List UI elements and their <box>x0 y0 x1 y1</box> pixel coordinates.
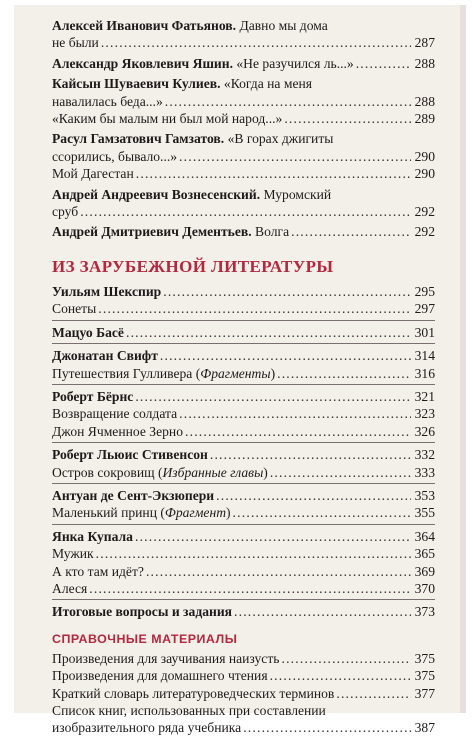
dot-leader <box>101 34 411 51</box>
work-title: Маленький принц (Фрагмент) <box>52 505 231 521</box>
dot-leader <box>216 487 411 504</box>
work-title: Мужик <box>52 546 94 562</box>
work-title: Алеся <box>52 580 88 596</box>
toc-entry-dementyev <box>52 223 435 240</box>
page-number: 301 <box>414 324 435 340</box>
work-title: Давно мы дома <box>236 18 328 33</box>
author-name: Джонатан Свифт <box>52 348 158 364</box>
dot-leader <box>160 347 411 364</box>
page-number: 323 <box>414 406 435 422</box>
dot-leader <box>135 528 411 545</box>
work-title: «Когда на меня <box>220 76 313 92</box>
work-title-cont: ссорились, бывало...» <box>52 148 178 164</box>
toc-list-reference <box>52 650 435 737</box>
dot-leader <box>233 504 411 521</box>
reference-title: Произведения для домашнего чтения <box>52 668 268 684</box>
author-name: Расул Гамзатович Гамзатов. <box>52 131 225 147</box>
page-number: 370 <box>414 580 435 596</box>
page-number: 288 <box>414 93 435 109</box>
work-title-cont: навалилась беда...» <box>52 93 163 109</box>
toc-entry-yashin <box>52 55 435 72</box>
dot-leader <box>270 464 411 481</box>
page-number: 387 <box>414 720 435 736</box>
divider <box>52 384 435 385</box>
work-title: Мой Дагестан <box>52 166 134 182</box>
work-title: Путешествия Гулливера (Фрагменты) <box>52 365 276 381</box>
dot-leader <box>89 580 411 597</box>
page-number: 326 <box>414 423 435 439</box>
divider <box>52 343 435 344</box>
author-name: Янка Купала <box>52 528 133 544</box>
page-number: 316 <box>414 365 435 381</box>
work-title: «В горах джигиты <box>224 131 334 147</box>
work-title: «Каким бы малым ни был мой народ...» <box>52 111 283 127</box>
page-number: 377 <box>414 685 435 701</box>
dot-leader <box>179 148 411 165</box>
work-title-cont: сруб <box>52 204 79 220</box>
dot-leader <box>210 446 411 463</box>
page-number: 373 <box>414 604 435 620</box>
table-of-contents <box>52 17 435 737</box>
dot-leader <box>291 223 411 240</box>
author-name: Андрей Дмитриевич Дементьев. <box>52 224 252 240</box>
work-title: «Не разучился ль...» <box>232 55 354 71</box>
final-questions-title: Итоговые вопросы и задания <box>52 604 233 620</box>
dot-leader <box>234 603 411 620</box>
author-name: Алексей Иванович Фатьянов. <box>52 18 237 33</box>
toc-entry-kuliev <box>52 75 435 127</box>
dot-leader <box>136 165 411 182</box>
page-number: 369 <box>414 563 435 579</box>
work-title: А кто там идёт? <box>52 563 144 579</box>
dot-leader <box>270 667 411 684</box>
dot-leader <box>185 423 411 440</box>
dot-leader <box>243 719 411 736</box>
work-title: Муромский <box>260 186 332 202</box>
dot-leader <box>98 300 411 317</box>
divider <box>52 524 435 525</box>
page-number: 297 <box>414 301 435 317</box>
page-number: 292 <box>414 204 435 220</box>
page-number: 364 <box>414 528 435 544</box>
work-title: Остров сокровищ (Избранные главы) <box>52 464 268 480</box>
author-name: Кайсын Шуваевич Кулиев. <box>52 76 221 92</box>
author-name: Уильям Шекспир <box>52 283 162 299</box>
reference-title-cont: изобразительного ряда учебника <box>52 720 242 736</box>
page-number: 321 <box>414 388 435 404</box>
author-name: Андрей Андреевич Вознесенский. <box>52 186 261 202</box>
page-number: 353 <box>414 487 435 503</box>
dot-leader <box>146 563 411 580</box>
dot-leader <box>96 545 411 562</box>
page-number: 365 <box>414 546 435 562</box>
dot-leader <box>80 203 411 220</box>
page-number: 355 <box>414 505 435 521</box>
author-name: Мацуо Басё <box>52 324 124 340</box>
dot-leader <box>126 324 411 341</box>
page-number: 332 <box>414 447 435 463</box>
page-number: 292 <box>414 224 435 240</box>
page-number: 333 <box>414 464 435 480</box>
author-name: Роберт Льюис Стивенсон <box>52 447 208 463</box>
work-title: Возвращение солдата <box>52 406 178 422</box>
section-heading-foreign: ИЗ ЗАРУБЕЖНОЙ ЛИТЕРАТУРЫ <box>52 256 334 276</box>
divider <box>52 442 435 443</box>
work-title: Волга <box>251 224 290 240</box>
dot-leader <box>165 93 411 110</box>
work-title: Джон Ячменное Зерно <box>52 423 183 439</box>
reference-title: Произведения для заучивания наизусть <box>52 650 280 666</box>
page-number: 290 <box>414 166 435 182</box>
toc-entry-fatyanov <box>52 17 435 52</box>
toc-entry-voznesensky <box>52 186 435 221</box>
dot-leader <box>163 283 411 300</box>
dot-leader <box>281 650 411 667</box>
page-number: 295 <box>414 283 435 299</box>
dot-leader <box>135 388 411 405</box>
page-number: 375 <box>414 668 435 684</box>
page-number: 375 <box>414 650 435 666</box>
toc-entry-gamzatov <box>52 130 435 182</box>
dot-leader <box>356 55 411 72</box>
dot-leader <box>277 365 411 382</box>
reference-title: Краткий словарь литературоведческих терминов <box>52 685 335 701</box>
toc-list-foreign <box>52 283 435 621</box>
page-number: 289 <box>414 111 435 127</box>
book-page <box>14 5 466 736</box>
dot-leader <box>284 110 411 127</box>
work-title: Сонеты <box>52 301 97 317</box>
page-number: 290 <box>414 148 435 164</box>
page-number: 288 <box>414 55 435 71</box>
work-title-cont: не были <box>52 35 99 51</box>
dot-leader <box>336 685 411 702</box>
divider <box>52 599 435 600</box>
author-name: Александр Яковлевич Яшин. <box>52 55 233 71</box>
author-name: Антуан де Сент-Экзюпери <box>52 487 215 503</box>
divider <box>52 320 435 321</box>
dot-leader <box>179 405 411 422</box>
reference-title: Список книг, использованных при составлении <box>52 703 326 718</box>
author-name: Роберт Бёрнс <box>52 388 134 404</box>
page-number: 314 <box>414 348 435 364</box>
divider <box>52 483 435 484</box>
page-number: 287 <box>414 35 435 51</box>
section-heading-reference: СПРАВОЧНЫЕ МАТЕРИАЛЫ <box>52 631 238 646</box>
